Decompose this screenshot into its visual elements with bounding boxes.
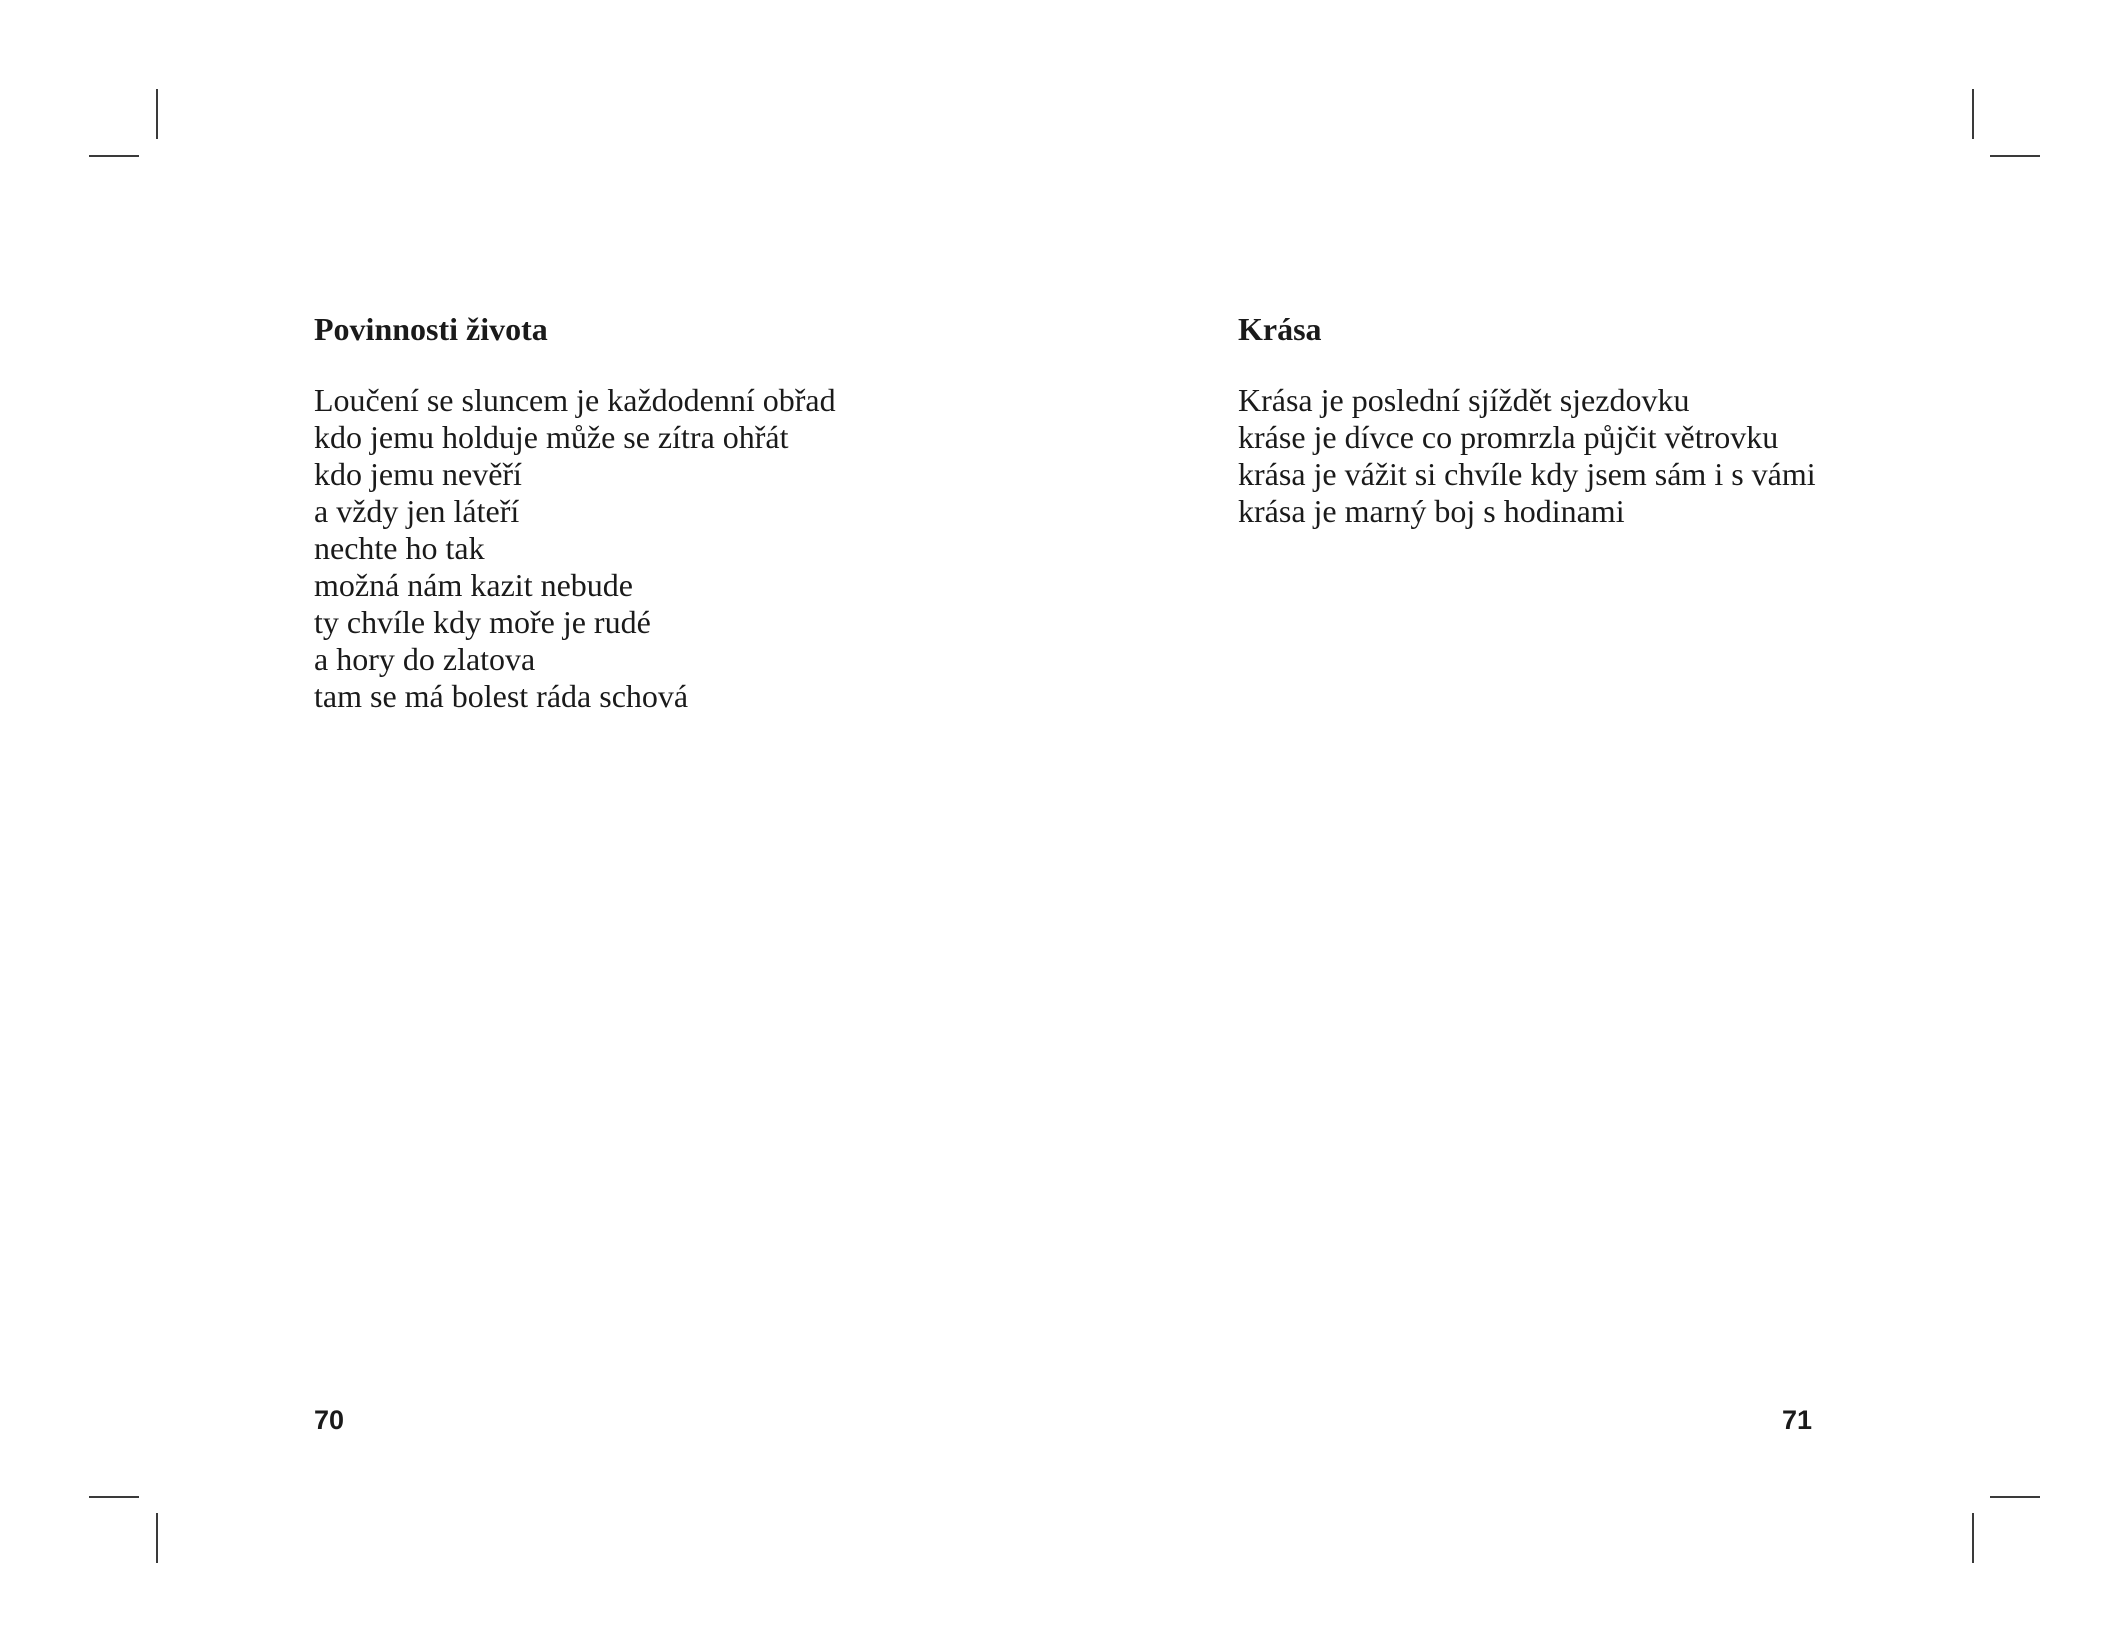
poem-title: Povinnosti života	[314, 311, 548, 347]
poem-line: ty chvíle kdy moře je rudé	[314, 604, 651, 640]
poem-body	[1238, 382, 1816, 530]
poem-line: kdo jemu nevěří	[314, 456, 522, 492]
poem-line: a vždy jen láteří	[314, 493, 520, 529]
poem-line: a hory do zlatova	[314, 641, 536, 677]
poem-title: Krása	[1238, 311, 1322, 347]
right-page	[1061, 0, 2123, 1650]
left-page	[0, 0, 1061, 1650]
poem-line: kdo jemu holduje může se zítra ohřát	[314, 419, 789, 455]
poem-line: krása je vážit si chvíle kdy jsem sám i s vámi	[1238, 456, 1816, 492]
poem-line: nechte ho tak	[314, 530, 485, 566]
page-number: 70	[314, 1405, 345, 1435]
poem-line: tam se má bolest ráda schová	[314, 678, 689, 714]
poem-body	[314, 382, 836, 715]
poem-line: Loučení se sluncem je každodenní obřad	[314, 382, 836, 418]
poem-line: krása je marný boj s hodinami	[1238, 493, 1625, 529]
page-number: 71	[1782, 1405, 1813, 1435]
poem-line: možná nám kazit nebude	[314, 567, 633, 603]
poem-line: Krása je poslední sjíždět sjezdovku	[1238, 382, 1690, 418]
poem-line: kráse je dívce co promrzla půjčit větrovku	[1238, 419, 1779, 455]
